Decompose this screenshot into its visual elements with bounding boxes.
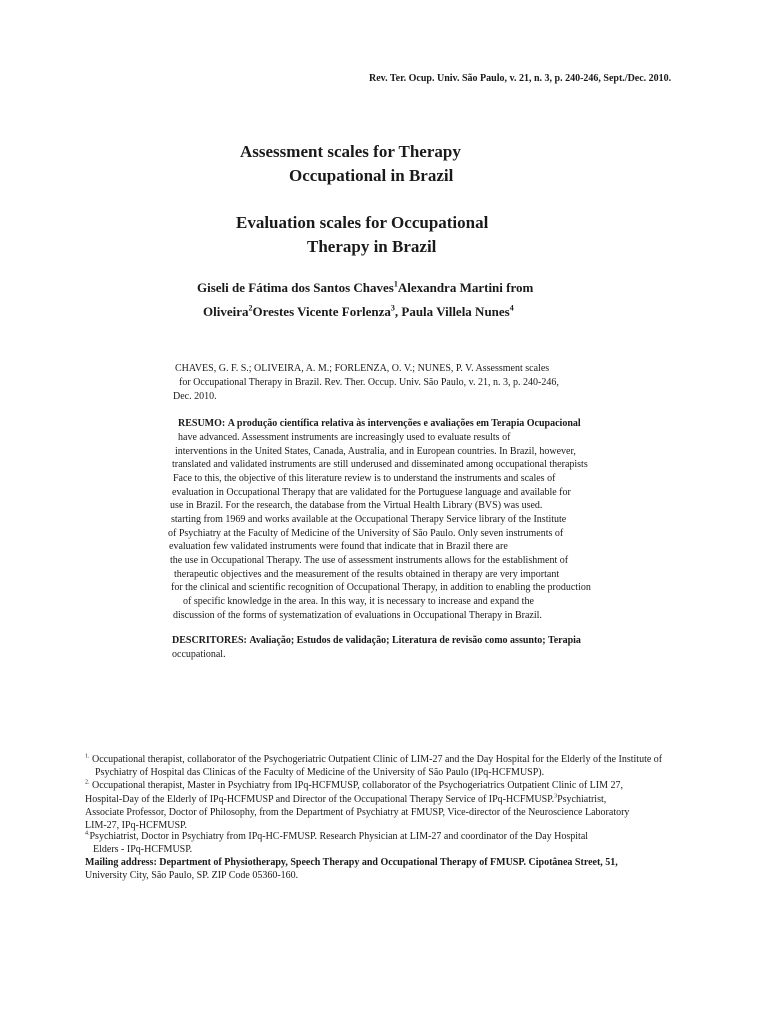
citation-line: CHAVES, G. F. S.; OLIVEIRA, A. M.; FORLENZA, O. V.; NUNES, P. V. Assessment scales xyxy=(175,363,550,374)
abstract-line: of Psychiatry at the Faculty of Medicine of the University of São Paulo. Only seven instruments of xyxy=(168,528,564,539)
footnote-text: Psychiatrist, xyxy=(557,794,607,805)
affiliation-marker: 1 xyxy=(393,279,398,289)
author-name: Giseli de Fátima dos Santos Chaves xyxy=(197,280,394,295)
footnote-text: Psychiatrist, Doctor in Psychiatry from IPq-HC-FMUSP. Research Physician at LIM-27 and coordinator of the Day Hospital xyxy=(89,831,589,842)
abstract-line: interventions in the United States, Canada, Australia, and in European countries. In Brazil, however, xyxy=(175,446,576,457)
journal-reference: Rev. Ter. Ocup. Univ. São Paulo, v. 21, n. 3, p. 240-246, Sept./Dec. 2010. xyxy=(369,73,672,84)
footnote-4 xyxy=(85,831,588,842)
citation-line: Dec. 2010. xyxy=(173,391,217,402)
descriptors-text: Avaliação; Estudos de validação; Literatura de revisão como assunto; Terapia xyxy=(249,635,581,646)
abstract-line: discussion of the forms of systematization of evaluations in Occupational Therapy in Brazil. xyxy=(173,610,542,621)
descriptors-label: DESCRITORES: xyxy=(172,635,247,646)
descriptors-line-2: occupational. xyxy=(172,649,226,660)
abstract-first-line xyxy=(178,418,581,429)
footnote-marker: 1. xyxy=(85,753,90,760)
author-name: Oliveira xyxy=(203,304,249,319)
footnote-line: Psychiatry of Hospital das Clinicas of the Faculty of Medicine of the University of São Paulo (IPq-HCFMUSP). xyxy=(95,767,545,778)
abstract-line: therapeutic objectives and the measurement of the results obtained in therapy are very important xyxy=(174,569,560,580)
affiliation-marker: 2 xyxy=(248,303,253,313)
footnote-line xyxy=(85,794,606,805)
citation-line: for Occupational Therapy in Brazil. Rev. Ther. Occup. Univ. São Paulo, v. 21, n. 3, p. 240-246, xyxy=(179,377,559,388)
authors-line-1 xyxy=(197,280,533,296)
abstract-line: use in Brazil. For the research, the database from the Virtual Health Library (BVS) was used. xyxy=(170,500,543,511)
footnote-line: LIM-27, IPq-HCFMUSP. xyxy=(85,820,187,831)
footnote-line: Associate Professor, Doctor of Philosophy, from the Department of Psychiatry at FMUSP, Vice-director of the Neuroscience Laboratory xyxy=(85,807,630,818)
footnote-1 xyxy=(85,754,662,765)
mailing-address: Mailing address: Department of Physiotherapy, Speech Therapy and Occupational Therapy of FMUSP. Cipotânea Street, 51, xyxy=(85,857,618,868)
author-name: Orestes Vicente Forlenza xyxy=(252,304,391,319)
author-name: , Paula Villela Nunes xyxy=(394,304,510,319)
title-line-1: Assessment scales for Therapy xyxy=(240,142,461,161)
footnote-text: Occupational therapist, Master in Psychiatry from IPq-HCFMUSP, collaborator of the Psychogeriatrics Outpatient Clinic of LIM 27, xyxy=(92,780,624,791)
affiliation-marker: 3 xyxy=(390,303,395,313)
abstract-line: for the clinical and scientific recognition of Occupational Therapy, in addition to enabling the production xyxy=(171,582,591,593)
abstract-line: evaluation in Occupational Therapy that are validated for the Portuguese language and available for xyxy=(172,487,571,498)
footnote-line: Elders - IPq-HCFMUSP. xyxy=(93,844,193,855)
title-line-2: Occupational in Brazil xyxy=(289,166,454,185)
abstract-line: of specific knowledge in the area. In this way, it is necessary to increase and expand the xyxy=(183,596,534,607)
abstract-line: starting from 1969 and works available at the Occupational Therapy Service library of the Institute xyxy=(171,514,567,525)
footnote-marker: 2. xyxy=(85,779,90,786)
mailing-address-line: University City, São Paulo, SP. ZIP Code 05360-160. xyxy=(85,870,299,881)
abstract-line: translated and validated instruments are still underused and disseminated among occupational therapists xyxy=(172,459,588,470)
abstract-label: RESUMO: xyxy=(178,418,226,429)
abstract-line: the use in Occupational Therapy. The use of assessment instruments allows for the establishment of xyxy=(170,555,569,566)
authors-line-2 xyxy=(203,304,514,320)
descriptors-line-1 xyxy=(172,635,581,646)
abstract-line: have advanced. Assessment instruments are increasingly used to evaluate results of xyxy=(178,432,511,443)
footnote-2 xyxy=(85,780,623,791)
affiliation-marker: 4 xyxy=(509,303,514,313)
abstract-line: evaluation few validated instruments were found that indicate that in Brazil there are xyxy=(169,541,508,552)
footnote-text: Hospital-Day of the Elderly of IPq-HCFMUSP and Director of the Occupational Therapy Service of IPq-HCFMUSP. xyxy=(85,794,555,805)
abstract-line: Face to this, the objective of this literature review is to understand the instruments and scales of xyxy=(173,473,556,484)
footnote-marker: 4. xyxy=(85,830,90,837)
footnote-text: Occupational therapist, collaborator of the Psychogeriatric Outpatient Clinic of LIM-27 and the Day Hospital for the Elderly of the Institute of xyxy=(92,754,663,765)
abstract-text: A produção científica relativa às intervenções e avaliações em Terapia Ocupacional xyxy=(227,418,581,429)
footnote-marker: 3 xyxy=(554,793,558,800)
subtitle-line-2: Therapy in Brazil xyxy=(307,237,437,256)
author-name: Alexandra Martini from xyxy=(397,280,534,295)
subtitle-line-1: Evaluation scales for Occupational xyxy=(236,213,489,232)
